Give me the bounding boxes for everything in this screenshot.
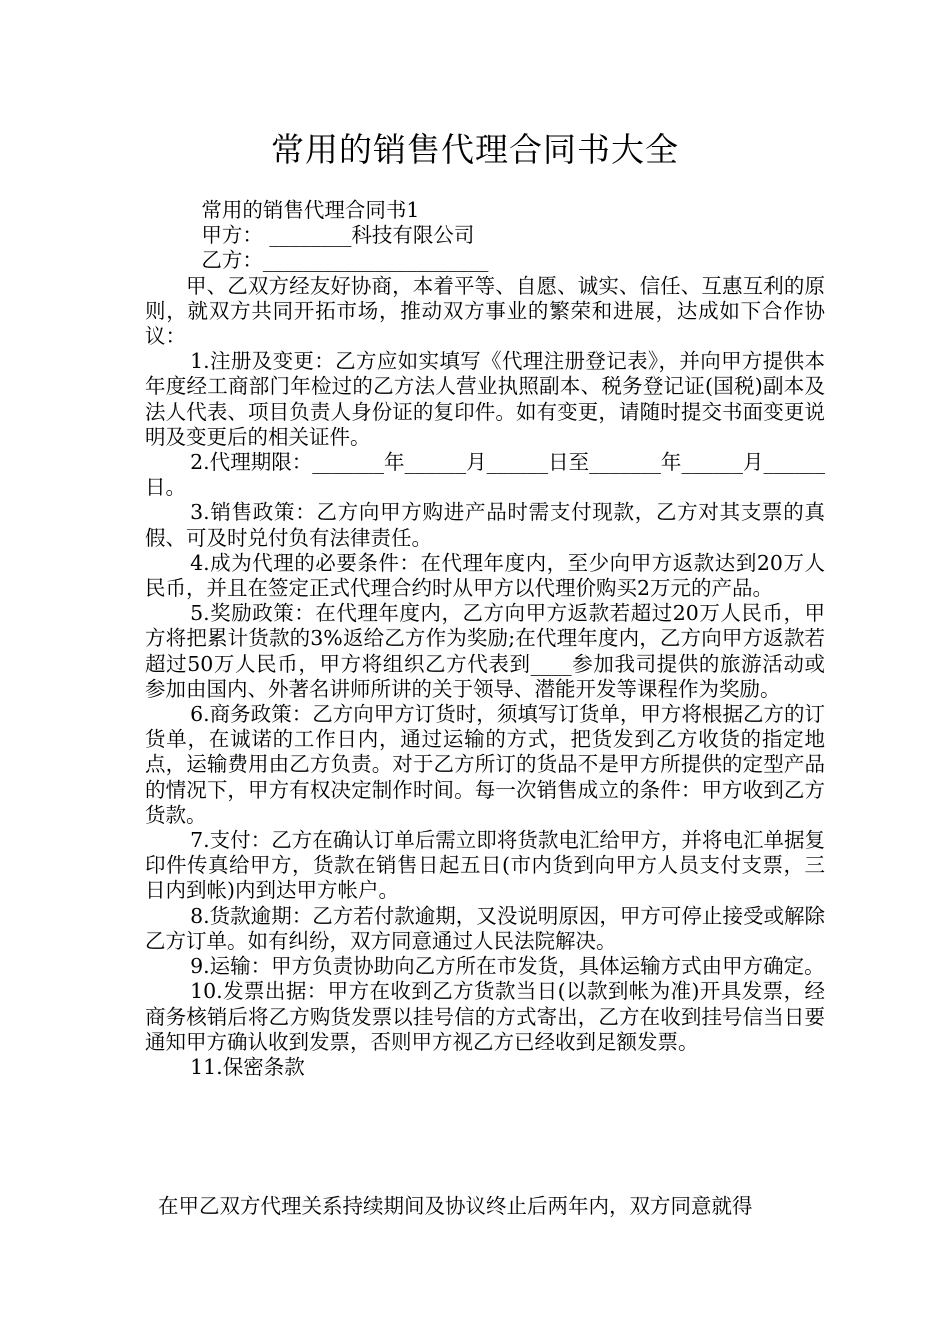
clause-7: 7.支付：乙方在确认订单后需立即将货款电汇给甲方，并将电汇单据复印件传真给甲方，货款在销售日起五日(市内货到向甲方人员支付支票，三日内到帐)内到达甲方帐户。 — [145, 828, 825, 903]
clause-1: 1.注册及变更：乙方应如实填写《代理注册登记表》，并向甲方提供本年度经工商部门年检过的乙方法人营业执照副本、税务登记证(国税)副本及法人代表、项目负责人身份证的复印件。如有变更，请随时提交书面变更说明及变更后的相关证件。 — [145, 349, 825, 449]
closing-line: 在甲乙双方代理关系持续期间及协议终止后两年内，双方同意就得 — [158, 1194, 753, 1218]
clause-8: 8.货款逾期：乙方若付款逾期，又没说明原因，甲方可停止接受或解除乙方订单。如有纠纷，双方同意通过人民法院解决。 — [145, 903, 825, 953]
clause-3: 3.销售政策：乙方向甲方购进产品时需支付现款，乙方对其支票的真假、可及时兑付负有法律责任。 — [145, 500, 825, 550]
intro-paragraph: 甲、乙双方经友好协商，本着平等、自愿、诚实、信任、互惠互利的原则，就双方共同开拓市场，推动双方事业的繁荣和进展，达成如下合作协议： — [145, 273, 825, 349]
clause-5: 5.奖励政策：在代理年度内，乙方向甲方返款若超过20万人民币，甲方将把累计货款的3%返给乙方作为奖励;在代理年度内，乙方向甲方返款若超过50万人民币，甲方将组织乙方代表到____参加我司提供的旅游活动或参加由国内、外著名讲师所讲的关于领导、潜能开发等课程作为奖励。 — [145, 601, 825, 701]
document-body — [145, 198, 825, 1080]
clause-6: 6.商务政策：乙方向甲方订货时，须填写订货单，甲方将根据乙方的订货单，在诚诺的工作日内，通过运输的方式，把货发到乙方收货的指定地点，运输费用由乙方负责。对于乙方所订的货品不是甲方所提供的定型产品的情况下，甲方有权决定制作时间。每一次销售成立的条件：甲方收到乙方货款。 — [145, 702, 825, 827]
clause-9: 9.运输：甲方负责协助向乙方所在市发货，具体运输方式由甲方确定。 — [190, 954, 825, 979]
party-b-line: 乙方：______________________ — [201, 248, 489, 273]
contract-subtitle: 常用的销售代理合同书1 — [201, 198, 420, 222]
clause-2: 2.代理期限：_______年______月______日至_______年______月______日。 — [145, 450, 825, 500]
clause-4: 4.成为代理的必要条件：在代理年度内，至少向甲方返款达到20万人民币，并且在签定正式代理合约时从甲方以代理价购买2万元的产品。 — [145, 550, 825, 601]
clause-11-heading: 11.保密条款 — [190, 1054, 305, 1079]
party-a-line: 甲方： ________科技有限公司 — [201, 223, 475, 248]
document-title: 常用的销售代理合同书大全 — [271, 130, 679, 169]
clause-10: 10.发票出据：甲方在收到乙方货款当日(以款到帐为准)开具发票，经商务核销后将乙方购货发票以挂号信的方式寄出，乙方在收到挂号信当日要通知甲方确认收到发票，否则甲方视乙方已经收到足额发票。 — [145, 979, 825, 1054]
